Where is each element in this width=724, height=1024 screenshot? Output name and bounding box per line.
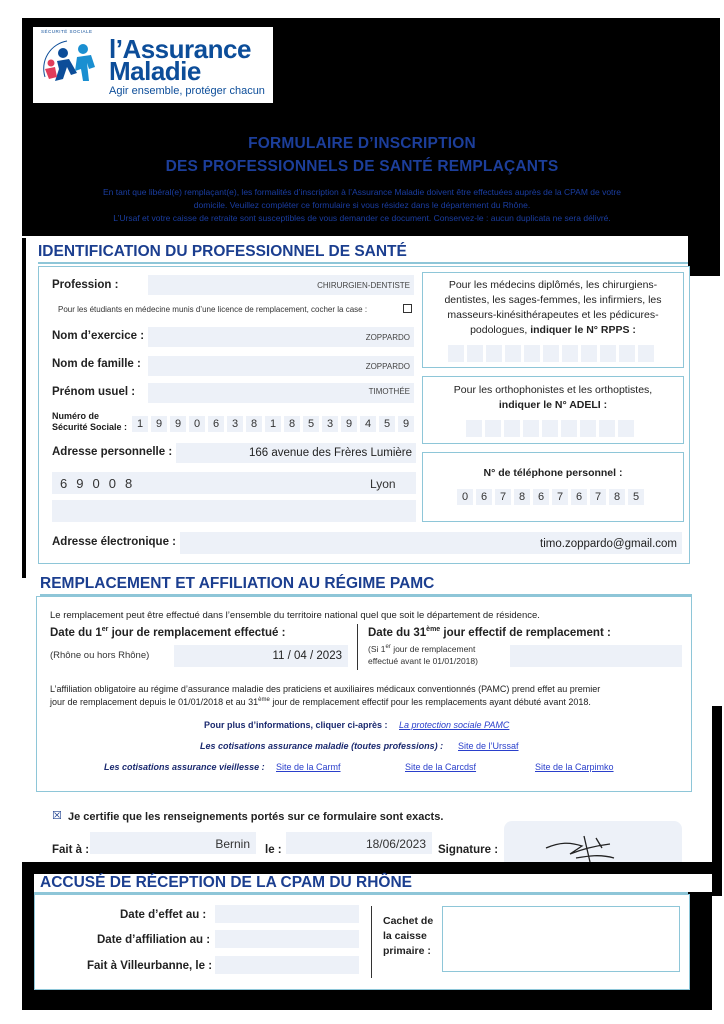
date31-note [368,641,478,667]
prenom-label: Prénom usuel : [52,386,136,398]
student-note: Pour les étudiants en médecine munis d’une licence de remplacement, cocher la case : [58,305,368,314]
affil-line2sup: ème [258,697,270,703]
logo-figures-icon [37,33,103,93]
date31-note1sup: er [385,644,391,650]
intro-line3: L’Ursaf et votre caisse de retraite sont susceptibles de vous demander ce document. Conservez-le : aucun duplicata ne sera délivré. [113,213,611,223]
adeli-text1: Pour les orthophonistes et les orthoptistes, [453,384,653,396]
secu-digit: 8 [246,416,262,432]
affil-line1: L’affiliation obligatoire au régime d’assurance maladie des praticiens et auxiliaires médicaux conventionnés (PAMC) prend effet au premier [50,684,601,694]
date31-label-sup: ème [426,626,441,633]
secu-digit: 4 [360,416,376,432]
date-effet-field[interactable] [215,905,359,923]
rpps-input[interactable] [448,345,656,362]
tel-digit: 6 [571,489,587,505]
intro-line1: En tant que libéral(e) remplaçant(e), les formalités d’inscription à l’Assurance Maladie doivent être effectuées auprès de la CPAM de votre [103,187,621,197]
cachet-label [383,914,433,959]
left-bar [22,238,26,578]
tel-digit: 7 [590,489,606,505]
rhone-label: (Rhône ou hors Rhône) [50,650,150,661]
rpps-text3: masseurs-kinésithérapeutes et les pédicures- [447,309,659,321]
date-effet-label: Date d’effet au : [120,909,207,921]
adresse-complement-field[interactable] [52,500,416,522]
secu-digit: 9 [151,416,167,432]
accuse-title: ACCUSÉ DE RÉCEPTION DE LA CPAM DU RHÔNE [40,874,413,891]
certif-checkbox[interactable]: ☒ [52,810,62,822]
intro-line2: domicile. Veuillez compléter ce formulaire si vous résidez dans le département du Rhône. [193,200,531,210]
secu-digit: 9 [170,416,186,432]
tel-digit: 8 [514,489,530,505]
tel-digit: 0 [457,489,473,505]
date1-label-b: jour de remplacement effectué : [108,626,286,639]
cotis-maladie-label: Les cotisations assurance maladie (toutes professions) : [200,741,444,751]
date-divider [357,624,358,670]
carmf-link[interactable]: Site de la Carmf [276,762,341,772]
fait-vill-field[interactable] [215,956,359,974]
profession-value: CHIRURGIEN-DENTISTE [317,281,410,290]
student-checkbox[interactable] [403,304,412,313]
logo [33,27,273,103]
section-underline [38,262,688,264]
cp-digit: 6 [60,476,77,491]
form-title-line1: FORMULAIRE D’INSCRIPTION [248,135,476,152]
accuse-divider [371,906,372,978]
adresse-label: Adresse personnelle : [52,446,173,458]
secu-label-line2: Sécurité Sociale : [52,422,128,432]
cachet-line1: Cachet de [383,915,434,927]
secu-label [52,411,127,433]
cp-digit: 8 [124,476,142,491]
tel-digit: 7 [495,489,511,505]
tel-digit: 6 [476,489,492,505]
date1-label [50,626,285,639]
cachet-box [442,906,680,972]
date1-label-sup: er [101,626,109,633]
right-bar [712,706,722,896]
tel-digit: 5 [628,489,644,505]
affil-line2b: jour de remplacement effectif pour les remplacements ayant débuté avant 2018. [269,697,591,707]
remplacement-title: REMPLACEMENT ET AFFILIATION AU RÉGIME PAMC [40,575,435,592]
tel-label: N° de téléphone personnel : [483,467,623,479]
date-affil-field[interactable] [215,930,359,948]
prenom-value: TIMOTHÉE [368,387,410,396]
adresse-value: 166 avenue des Frères Lumière [248,447,412,459]
secu-digit: 3 [322,416,338,432]
date31-label-a: Date du 31 [368,626,427,639]
fait-vill-label: Fait à Villeurbanne, le : [87,960,213,972]
nom-exercice-label: Nom d’exercice : [52,330,145,342]
cachet-line3: primaire : [383,945,431,957]
date1-label-a: Date du 1 [50,626,102,639]
rpps-text4: podologues, [470,324,528,336]
carpimko-link[interactable]: Site de la Carpimko [535,762,614,772]
tel-digits[interactable] [457,489,647,507]
tel-digit: 7 [552,489,568,505]
adeli-text2: indiquer le N° ADELI : [498,399,608,411]
nom-famille-value: ZOPPARDO [365,362,410,371]
cp-digit: 0 [92,476,109,491]
identification-title: IDENTIFICATION DU PROFESSIONNEL DE SANTÉ [38,243,407,260]
secu-label-line1: Numéro de [52,411,100,421]
date31-label-b: jour effectif de remplacement : [440,626,611,639]
certif-text: Je certifie que les renseignements portés sur ce formulaire sont exacts. [68,811,444,823]
secu-digit: 1 [132,416,148,432]
info-link[interactable]: La protection sociale PAMC [399,720,510,730]
secu-digit: 5 [379,416,395,432]
date31-note1b: jour de remplacement [390,643,476,654]
nom-famille-label: Nom de famille : [52,358,141,370]
signature-label: Signature : [438,844,499,856]
carcdsf-link[interactable]: Site de la Carcdsf [405,762,477,772]
info-label: Pour plus d’informations, cliquer ci-après : [204,720,388,730]
le-value: 18/06/2023 [365,837,426,851]
email-label: Adresse électronique : [52,536,176,548]
fait-value: Bernin [215,837,250,851]
secu-digit: 5 [303,416,319,432]
ville-value: Lyon [370,477,396,491]
date31-note-line2: effectué avant le 01/01/2018) [368,655,478,666]
tel-digit: 6 [533,489,549,505]
secu-digit: 6 [208,416,224,432]
rpps-text4-line [424,323,682,338]
secu-digit: 1 [265,416,281,432]
adeli-input[interactable] [466,420,636,437]
logo-line1: l’Assurance [109,34,251,64]
profession-label: Profession : [52,279,119,291]
secu-digit: 9 [398,416,414,432]
secu-digits[interactable] [132,416,416,434]
secu-digit: 3 [227,416,243,432]
date31-field[interactable] [510,645,682,667]
date-affil-label: Date d’affiliation au : [97,934,211,946]
fait-label: Fait à : [52,844,90,856]
logo-tagline: Agir ensemble, protéger chacun [109,85,265,97]
tel-box [422,452,684,522]
affil-line2 [50,697,591,707]
cotis-vieil-label: Les cotisations assurance vieillesse : [104,762,265,772]
rpps-text2: dentistes, les sages-femmes, les infirmiers, les [444,294,662,306]
remplacement-note: Le remplacement peut être effectué dans l’ensemble du territoire national quel que soit le département de résidence. [50,610,540,621]
cachet-line2: la caisse [383,930,427,942]
rpps-text5: indiquer le N° RPPS : [530,324,636,336]
urssaf-link[interactable]: Site de l’Urssaf [458,741,519,751]
header-edge [688,236,720,276]
le-label: le : [265,844,282,856]
date31-label [368,626,611,639]
cp-digit: 0 [108,476,125,491]
affil-line2a: jour de remplacement depuis le 01/01/2018 et au 31 [50,697,259,707]
tel-digit: 8 [609,489,625,505]
email-value: timo.zoppardo@gmail.com [540,538,677,550]
date31-note-line1 [368,641,478,655]
cp-digit: 9 [76,476,93,491]
logo-line2: Maladie [109,56,201,86]
date1-value: 11 / 04 / 2023 [272,650,342,662]
rpps-text1: Pour les médecins diplômés, les chirurgiens- [448,279,658,291]
secu-digit: 0 [189,416,205,432]
nom-exercice-value: ZOPPARDO [365,333,410,342]
date31-note1a: (Si 1 [368,643,386,654]
secu-digit: 8 [284,416,300,432]
secu-digit: 9 [341,416,357,432]
form-title-line2: DES PROFESSIONNELS DE SANTÉ REMPLAÇANTS [165,158,559,175]
securite-sociale-text: SÉCURITÉ SOCIALE [41,29,93,34]
code-postal [60,476,141,491]
